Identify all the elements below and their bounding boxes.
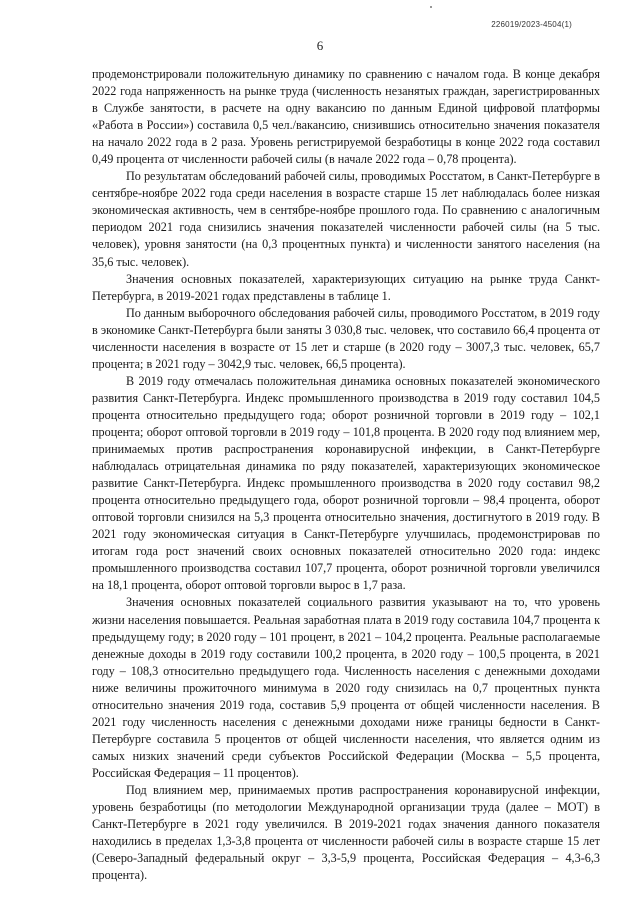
paragraph-continuation: продемонстрировали положительную динамику по сравнению с началом года. В конце декабря 2022 года напряженность на рынке труда (численность незанятых граждан, зарегистрированных в Службе занятости, в расчете на одну вакансию по данным Единой цифровой платформы «Работа в России») составила 0,5 чел./вакансию, снизившись относительно значения показателя на начало 2022 года в 2 раза. Уровень регистрируемой безработицы в конце 2022 года составил 0,49 процента от численности рабочей силы (в начале 2022 года – 0,78 процента). — [92, 67, 600, 167]
document-code: 226019/2023-4504(1) — [491, 20, 572, 29]
paragraph-social-development: Значения основных показателей социального развития указывают на то, что уровень жизни населения повышается. Реальная заработная плата в 2019 году составила 104,7 процента к предыдущему году; в 2020 году – 101 процент, в 2021 – 104,2 процента. Реальные располагаемые денежные доходы в 2019 году составили 100,2 процента, в 2020 году – 100,5 процента, в 2021 году – 108,3 относительно предыдущего года. Численность населения с денежными доходами ниже величины прожиточного минимума в 2020 году снизилась на 0,7 процентных пункта относительно значения 2019 года, составив 5,9 процента от общей численности населения. В 2021 году численность населения с денежными доходами ниже границы бедности в Санкт-Петербурге составила 5 процентов от общей численности населения, что является одним из самых низких значений среди субъектов Российской Федерации (Москва – 5,5 процента, Российская Федерация – 11 процентов). — [92, 595, 600, 780]
paragraph-employment: По данным выборочного обследования рабочей силы, проводимого Росстатом, в 2019 году в экономике Санкт-Петербурга были заняты 3 030,8 тыс. человек, что составило 66,4 процента от численности населения в возрасте от 15 лет и старше (в 2020 году – 3007,3 тыс. человек, 65,7 процента; в 2021 году – 3042,9 тыс. человек, 66,5 процента). — [92, 305, 600, 371]
paragraph-unemployment: Под влиянием мер, принимаемых против распространения коронавирусной инфекции, уровень безработицы (по методологии Международной организации труда (далее – МОТ) в Санкт-Петербурге в 2021 году увеличился. В 2019-2021 годах значения данного показателя находились в пределах 1,3-3,8 процента от численности рабочей силы в возрасте старше 15 лет (Северо-Западный федеральный округ – 3,3-5,9 процента, Российская Федерация – 4,3-6,3 процента). — [92, 782, 600, 883]
page-number: 6 — [316, 38, 324, 53]
document-body — [92, 66, 600, 884]
scan-speck — [430, 6, 432, 8]
paragraph-labour-survey: По результатам обследований рабочей силы, проводимых Росстатом, в Санкт-Петербурге в сентябре-ноябре 2022 года среди населения в возрасте старше 15 лет наблюдалась более низкая экономическая активность, чем в сентябре-ноябре прошлого года. По сравнению с аналогичным периодом 2021 года снизились значения показателей численности рабочей силы (на 5 тыс. человек), уровня занятости (на 0,3 процентных пункта) и численности занятого населения (на 35,6 тыс. человек). — [92, 169, 600, 269]
paragraph-economic-dynamics: В 2019 году отмечалась положительная динамика основных показателей экономического развития Санкт-Петербурга. Индекс промышленного производства в 2019 году составил 104,5 процента относительно предыдущего года; оборот розничной торговли в 2019 году – 102,1 процента; оборот оптовой торговли в 2019 году – 101,8 процента. В 2020 году под влиянием мер, принимаемых против распространения коронавирусной инфекции, в Санкт-Петербурге наблюдалась отрицательная динамика по ряду показателей, характеризующих экономическое развитие Санкт-Петербурга. Индекс промышленного производства в 2020 году составил 98,2 процента относительно предыдущего года, оборот розничной торговли – 98,4 процента, оборот оптовой торговли снизился на 5,3 процента относительно значения, достигнутого в 2019 году. В 2021 году экономическая ситуация в Санкт-Петербурге улучшилась, продемонстрировав по итогам года рост значений своих основных показателей относительно 2020 года: индекс промышленного производства составил 107,7 процента, оборот розничной торговли увеличился на 18,1 процента, оборот оптовой торговли вырос в 1,7 раза. — [92, 373, 600, 593]
paragraph-table-reference: Значения основных показателей, характеризующих ситуацию на рынке труда Санкт-Петербурга, в 2019-2021 годах представлены в таблице 1. — [92, 271, 600, 303]
